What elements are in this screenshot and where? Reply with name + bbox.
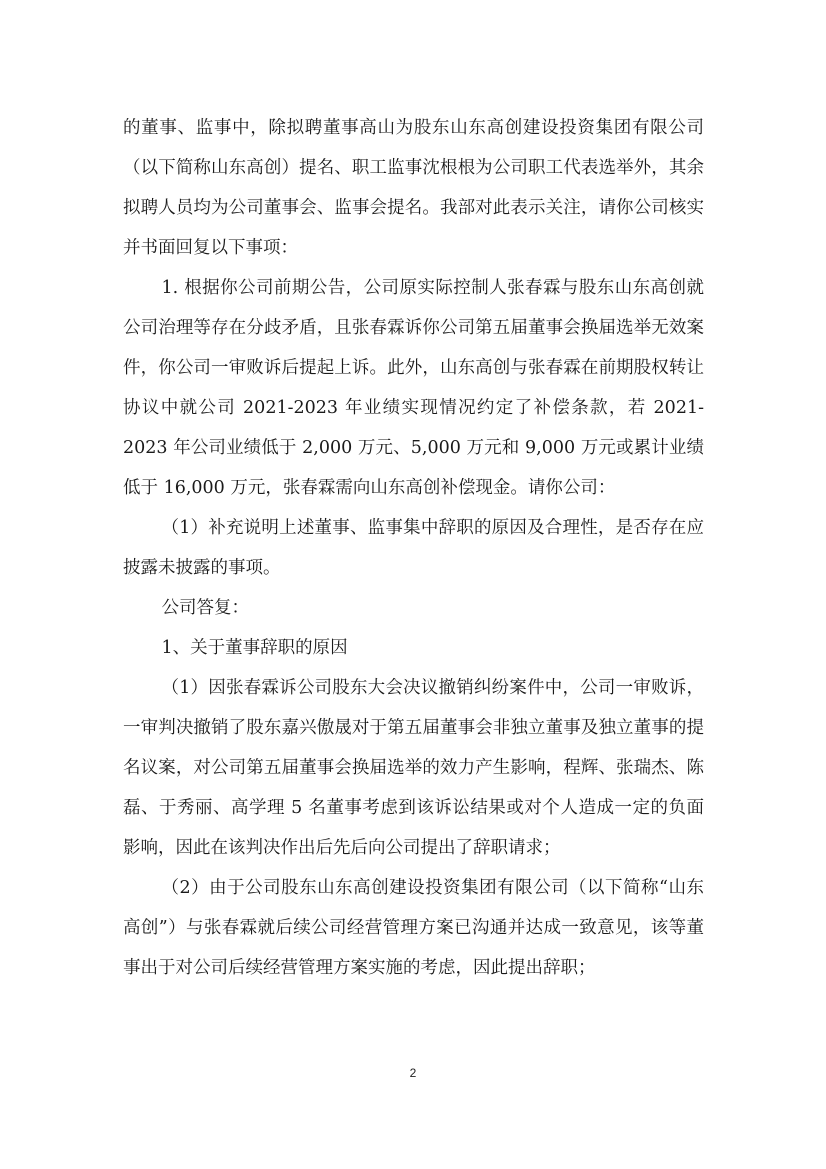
paragraph-question-1-sub-1: （1）补充说明上述董事、监事集中辞职的原因及合理性，是否存在应披露未披露的事项。 [123,518,704,578]
paragraph-company-reply-heading: 公司答复： [161,598,249,618]
paragraph-intro-continued: 的董事、监事中，除拟聘董事高山为股东山东高创建设投资集团有限公司（以下简称山东高创）提名、职工监事沈根根为公司职工代表选举外，其余拟聘人员均为公司董事会、监事会提名。我部对此表示关注，请你公司核实并书面回复以下事项： [123,118,704,258]
paragraph-reason-1: （1）因张春霖诉公司股东大会决议撤销纠纷案件中，公司一审败诉，一审判决撤销了股东嘉兴傲晟对于第五届董事会非独立董事及独立董事的提名议案，对公司第五届董事会换届选举的效力产生影响，程辉、张瑞杰、陈磊、于秀丽、高学理 5 名董事考虑到该诉讼结果或对个人造成一定的负面影响，因此在该判决作出后先后向公司提出了辞职请求； [123,678,704,858]
paragraph-reason-2: （2）由于公司股东山东高创建设投资集团有限公司（以下简称“山东高创”）与张春霖就后续公司经营管理方案已沟通并达成一致意见，该等董事出于对公司后续经营管理方案实施的考虑，因此提出辞职； [123,878,704,978]
document-body [123,108,704,988]
paragraph-section-heading-director-resignation: 1、关于董事辞职的原因 [161,638,348,658]
paragraph-question-1: 1. 根据你公司前期公告，公司原实际控制人张春霖与股东山东高创就公司治理等存在分歧矛盾，且张春霖诉你公司第五届董事会换届选举无效案件，你公司一审败诉后提起上诉。此外，山东高创与张春霖在前期股权转让协议中就公司 2021-2023 年业绩实现情况约定了补偿条款，若 2021-2023 年公司业绩低于 2,000 万元、5,000 万元和 9,000 万元或累计业绩低于 16,000 万元，张春霖需向山东高创补偿现金。请你公司： [123,278,704,498]
page-number: 2 [409,1066,417,1080]
